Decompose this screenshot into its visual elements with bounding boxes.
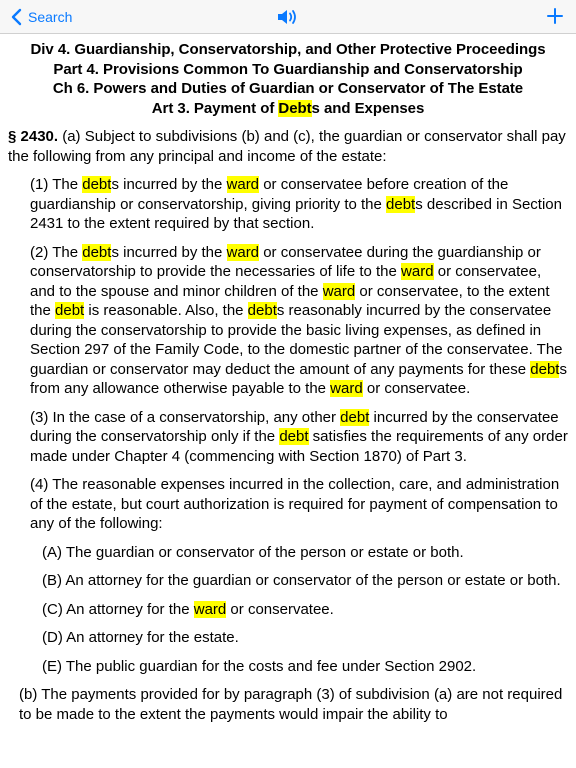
paragraph-a: § 2430. (a) Subject to subdivisions (b) and (c), the guardian or conservator shall pay the following from any principal and income of the estate: [8,128,566,165]
document-heading [0,36,576,118]
heading-division: Div 4. Guardianship, Conservatorship, and Other Protective Proceedings [30,41,546,58]
chevron-left-icon [8,7,26,27]
search-highlight: debt [386,195,416,213]
search-highlight: debt [279,428,309,445]
paragraph-a-4-E: (E) The public guardian for the costs and fee under Section 2902. [42,657,477,675]
heading-article: Art 3. Payment of Debts and Expenses [151,99,425,117]
search-highlight: debt [340,408,370,426]
document-content [0,36,576,724]
heading-part: Part 4. Provisions Common To Guardianship and Conservatorship [53,60,523,78]
search-highlight: ward [226,243,260,261]
paragraph-b: (b) The payments provided for by paragraph (3) of subdivision (a) are not required to be made to the extent the payments would impair the ability to [19,686,563,723]
paragraph-a-4-A: (A) The guardian or conservator of the person or estate or both. [42,543,464,561]
search-highlight: ward [193,600,227,618]
paragraph-a-4-B: (B) An attorney for the guardian or conservator of the person or estate or both. [42,572,561,589]
search-highlight: Debt [278,99,312,117]
search-highlight: debt [82,243,112,261]
search-highlight: ward [401,263,434,280]
heading-chapter: Ch 6. Powers and Duties of Guardian or Conservator of The Estate [52,80,524,97]
search-highlight: debt [247,302,277,319]
search-highlight: debt [55,302,85,319]
paragraph-a-1: (1) The debts incurred by the ward or conservatee before creation of the guardianship or conservatorship, giving priority to the debts described in Section 2431 to the extent required by that section. [30,176,562,232]
paragraph-a-4-C: (C) An attorney for the ward or conservatee. [42,600,334,618]
back-button-label: Search [28,9,73,25]
search-highlight: ward [226,176,260,193]
search-highlight: ward [322,282,356,300]
paragraph-a-3: (3) In the case of a conservatorship, any other debt incurred by the conservatee during the conservatorship only if the debt satisfies the requirements of any order made under Chapter 4 (commencing with Section 1870) of Part 3. [30,408,568,465]
search-highlight: debt [530,360,560,378]
search-highlight: debt [82,176,112,193]
navigation-bar [0,0,576,34]
back-button[interactable] [8,6,72,28]
speaker-icon[interactable] [276,7,300,27]
paragraph-a-4-D: (D) An attorney for the estate. [42,629,239,646]
paragraph-a-4: (4) The reasonable expenses incurred in the collection, care, and administration of the estate, but court authorization is required for payment of compensation to any of the following: [30,476,560,532]
paragraph-a-2: (2) The debts incurred by the ward or conservatee during the guardianship or conservatorship to provide the necessaries of life to the ward or conservatee, and to the spouse and minor children of the ward or conservatee, to the extent the debt is reasonable. Also, the debts reasonably incurred by the conservatee during the conservatorship to provide the basic living expenses, as defined in Section 297 of the Family Code, to the domestic partner of the conservatee. The guardian or conservator may deduct the amount of any payments for these debts from any allowance otherwise payable to the ward or conservatee. [30,243,567,397]
search-highlight: ward [330,380,363,397]
plus-icon[interactable] [546,7,564,25]
section-body [0,127,576,724]
section-number: § 2430. [8,128,59,145]
